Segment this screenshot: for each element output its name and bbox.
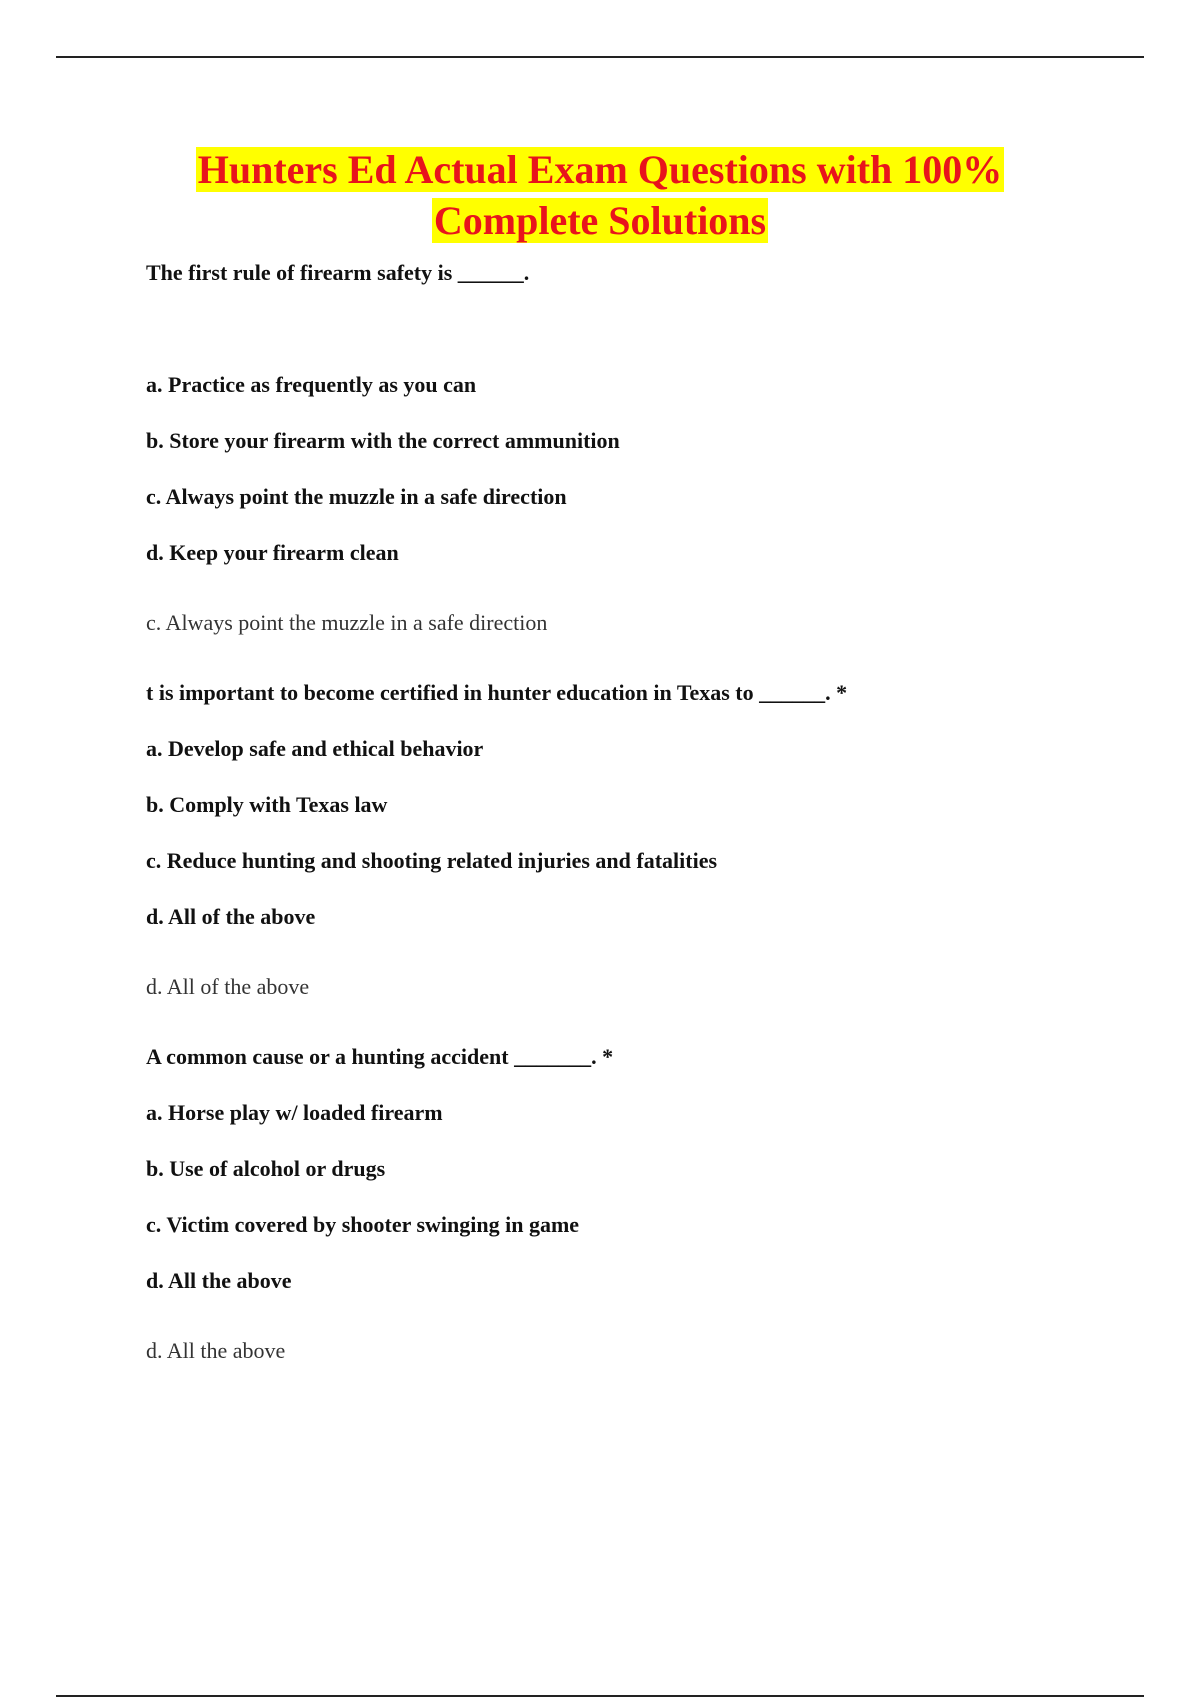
option-list: [146, 1098, 1106, 1296]
option-list: [146, 370, 1106, 568]
question-block-3: [146, 1042, 1106, 1366]
option-b: b. Use of alcohol or drugs: [146, 1156, 386, 1181]
option-a: a. Develop safe and ethical behavior: [146, 736, 484, 761]
option-b: b. Comply with Texas law: [146, 792, 388, 817]
title-line-2: Complete Solutions: [433, 198, 767, 243]
question-block-2: [146, 678, 1106, 1002]
question-list: [146, 258, 1106, 1406]
option-a: a. Horse play w/ loaded firearm: [146, 1100, 443, 1125]
question-prompt: A common cause or a hunting accident _______. *: [146, 1044, 614, 1069]
title-line-1: Hunters Ed Actual Exam Questions with 100%: [197, 147, 1003, 192]
option-d: d. All the above: [146, 1268, 292, 1293]
answer-text: c. Always point the muzzle in a safe direction: [146, 610, 548, 635]
option-a: a. Practice as frequently as you can: [146, 372, 477, 397]
option-c: c. Reduce hunting and shooting related injuries and fatalities: [146, 848, 718, 873]
question-prompt: t is important to become certified in hunter education in Texas to ______. *: [146, 680, 848, 705]
header-rule: [56, 56, 1144, 58]
option-c: c. Always point the muzzle in a safe direction: [146, 484, 567, 509]
option-b: b. Store your firearm with the correct ammunition: [146, 428, 620, 453]
document-title: [0, 144, 1200, 246]
question-block-1: [146, 258, 1106, 638]
option-list: [146, 734, 1106, 932]
footer-rule: [56, 1695, 1144, 1697]
answer-text: d. All the above: [146, 1338, 286, 1363]
option-d: d. Keep your firearm clean: [146, 540, 399, 565]
answer-text: d. All of the above: [146, 974, 310, 999]
option-d: d. All of the above: [146, 904, 316, 929]
question-prompt: The first rule of firearm safety is ______.: [146, 260, 530, 285]
option-c: c. Victim covered by shooter swinging in game: [146, 1212, 580, 1237]
